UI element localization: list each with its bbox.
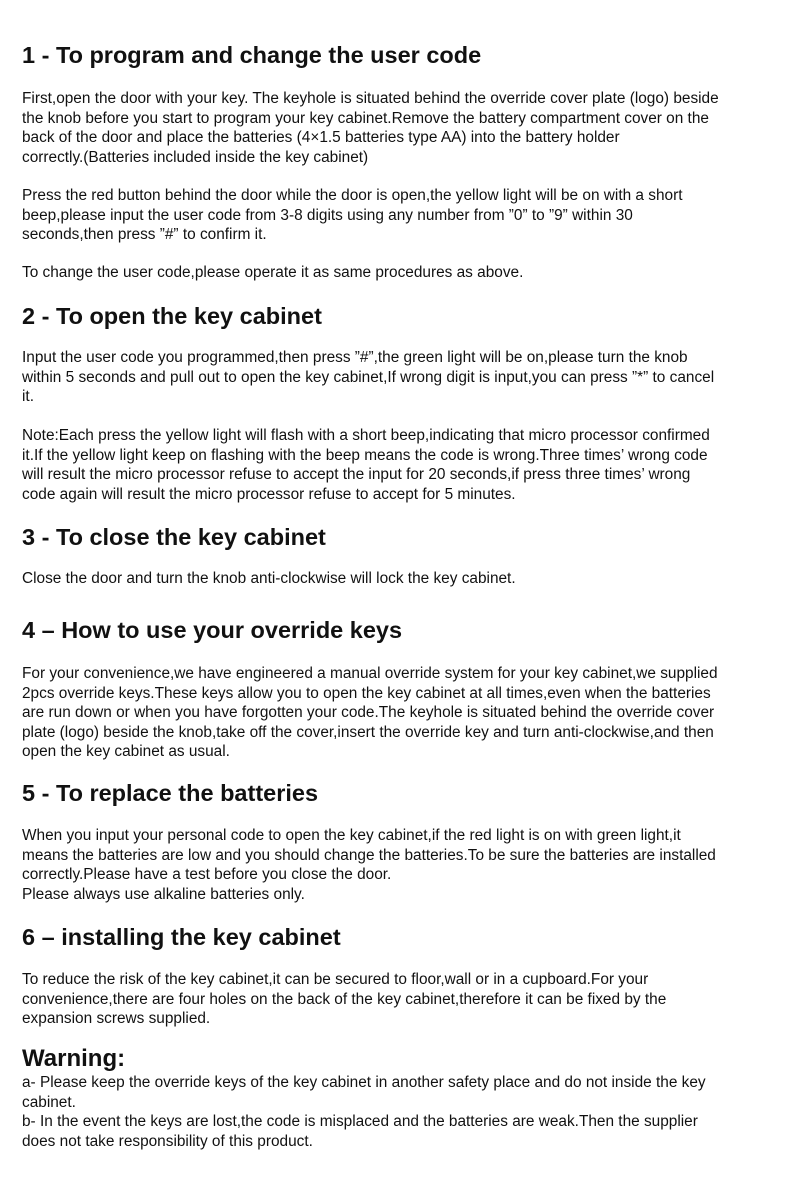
- section-1-paragraph-2: [22, 186, 792, 245]
- text-line: correctly.Please have a test before you close the door.: [22, 866, 392, 884]
- text-line: correctly.(Batteries included inside the key cabinet): [22, 148, 369, 166]
- text-line: Press the red button behind the door while the door is open,the yellow light will be on with a short: [22, 187, 683, 204]
- text-line: Input the user code you programmed,then press ”#”,the green light will be on,please turn the knob: [22, 349, 688, 366]
- section-3-paragraph-1: [22, 569, 792, 589]
- text-line: Please always use alkaline batteries only.: [22, 885, 305, 903]
- text-line: First,open the door with your key. The keyhole is situated behind the override cover plate (logo) beside: [22, 90, 719, 107]
- text-line: convenience,there are four holes on the back of the key cabinet,therefore it can be fixed by the: [22, 990, 667, 1008]
- text-line: plate (logo) beside the knob,take off the cover,insert the override key and turn anti-clockwise,and then: [22, 723, 714, 741]
- warning-line: does not take responsibility of this product.: [22, 1132, 313, 1150]
- section-3-heading: 3 - To close the key cabinet: [22, 524, 326, 550]
- section-2-paragraph-1: [22, 348, 792, 407]
- section-1-paragraph-3: [22, 263, 792, 283]
- text-line: it.If the yellow light keep on flashing with the beep means the code is wrong.Three times’ wrong code: [22, 446, 708, 464]
- text-line: To reduce the risk of the key cabinet,it can be secured to floor,wall or in a cupboard.For your: [22, 971, 649, 988]
- section-2-heading: 2 - To open the key cabinet: [22, 303, 322, 329]
- text-line: 2pcs override keys.These keys allow you to open the key cabinet at all times,even when the batteries: [22, 684, 711, 702]
- text-line: Close the door and turn the knob anti-clockwise will lock the key cabinet.: [22, 570, 516, 587]
- text-line: To change the user code,please operate it as same procedures as above.: [22, 264, 524, 281]
- section-2-paragraph-2: [22, 426, 792, 504]
- section-5-paragraph-1: [22, 826, 792, 904]
- text-line: code again will result the micro processor refuse to accept for 5 minutes.: [22, 485, 516, 503]
- warning-line: b- In the event the keys are lost,the code is misplaced and the batteries are weak.Then the supplier: [22, 1113, 698, 1131]
- text-line: Note:Each press the yellow light will flash with a short beep,indicating that micro processor confirmed: [22, 427, 710, 444]
- section-1-paragraph-1: [22, 89, 792, 167]
- warning-list: [22, 1073, 792, 1151]
- section-1-heading: 1 - To program and change the user code: [22, 42, 482, 68]
- text-line: will result the micro processor refuse to accept the input for 20 seconds,if press three times’ wrong: [22, 466, 691, 484]
- text-line: means the batteries are low and you should change the batteries.To be sure the batteries are installed: [22, 846, 716, 864]
- section-6-paragraph-1: [22, 970, 792, 1029]
- section-4-paragraph-1: [22, 664, 792, 762]
- text-line: it.: [22, 388, 34, 406]
- text-line: expansion screws supplied.: [22, 1010, 211, 1028]
- text-line: open the key cabinet as usual.: [22, 743, 230, 761]
- text-line: When you input your personal code to open the key cabinet,if the red light is on with green light,it: [22, 827, 681, 844]
- warning-line: cabinet.: [22, 1093, 76, 1111]
- text-line: beep,please input the user code from 3-8 digits using any number from ”0” to ”9” within 30: [22, 206, 633, 224]
- section-4-heading: 4 – How to use your override keys: [22, 617, 403, 643]
- section-5-heading: 5 - To replace the batteries: [22, 780, 319, 806]
- text-line: the knob before you start to program your key cabinet.Remove the battery compartment cover on the: [22, 109, 709, 127]
- warning-line: a- Please keep the override keys of the key cabinet in another safety place and do not inside the key: [22, 1074, 706, 1091]
- text-line: For your convenience,we have engineered a manual override system for your key cabinet,we supplied: [22, 665, 718, 682]
- warning-heading: Warning:: [22, 1045, 126, 1072]
- text-line: seconds,then press ”#” to confirm it.: [22, 226, 267, 244]
- text-line: back of the door and place the batteries (4×1.5 batteries type AA) into the battery holder: [22, 129, 620, 147]
- section-6-heading: 6 – installing the key cabinet: [22, 924, 341, 950]
- text-line: are run down or when you have forgotten your code.The keyhole is situated behind the override cover: [22, 704, 715, 722]
- text-line: within 5 seconds and pull out to open the key cabinet,If wrong digit is input,you can press ”*” to cancel: [22, 368, 715, 386]
